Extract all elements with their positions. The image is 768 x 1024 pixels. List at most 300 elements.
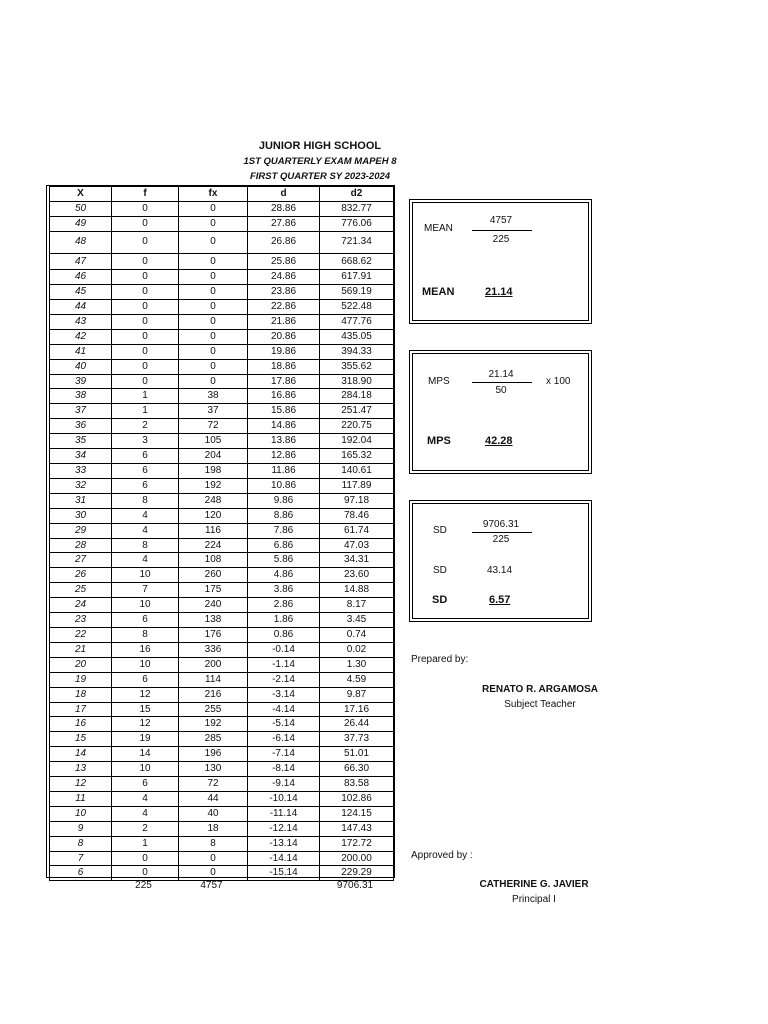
cell-fx: 248	[179, 493, 248, 508]
cell-f: 0	[112, 231, 179, 253]
cell-f: 6	[112, 478, 179, 493]
cell-f: 3	[112, 434, 179, 449]
cell-f: 0	[112, 344, 179, 359]
cell-fx: 40	[179, 806, 248, 821]
cell-x: 35	[50, 434, 112, 449]
cell-fx: 0	[179, 344, 248, 359]
cell-fx: 216	[179, 687, 248, 702]
cell-f: 2	[112, 419, 179, 434]
cell-f: 10	[112, 598, 179, 613]
cell-fx: 0	[179, 329, 248, 344]
cell-d2: 23.60	[320, 568, 394, 583]
table-row	[50, 747, 394, 762]
sd-result-label: SD	[432, 594, 448, 606]
cell-x: 17	[50, 702, 112, 717]
total-fx: 4757	[200, 880, 223, 891]
cell-fx: 0	[179, 300, 248, 315]
table-row	[50, 231, 394, 253]
cell-x: 23	[50, 613, 112, 628]
table-row	[50, 627, 394, 642]
sd-result: 6.57	[489, 594, 511, 606]
cell-d: 0.86	[248, 627, 320, 642]
table-row	[50, 508, 394, 523]
frequency-table	[49, 186, 394, 881]
cell-fx: 260	[179, 568, 248, 583]
table-row	[50, 687, 394, 702]
cell-fx: 0	[179, 359, 248, 374]
mps-result: 42.28	[485, 435, 513, 447]
table-row	[50, 777, 394, 792]
table-body	[50, 201, 394, 880]
cell-fx: 0	[179, 314, 248, 329]
mps-fraction-line	[472, 382, 532, 383]
cell-d2: 172.72	[320, 836, 394, 851]
cell-d2: 0.02	[320, 642, 394, 657]
table-row	[50, 657, 394, 672]
cell-fx: 198	[179, 464, 248, 479]
cell-d: 10.86	[248, 478, 320, 493]
cell-f: 10	[112, 657, 179, 672]
cell-f: 1	[112, 404, 179, 419]
mean-fraction-line	[472, 230, 532, 231]
cell-f: 16	[112, 642, 179, 657]
cell-d: -7.14	[248, 747, 320, 762]
cell-d: 9.86	[248, 493, 320, 508]
cell-f: 0	[112, 851, 179, 866]
cell-f: 6	[112, 449, 179, 464]
table-row	[50, 568, 394, 583]
exam-title: 1ST QUARTERLY EXAM MAPEH 8	[243, 156, 397, 167]
mean-result: 21.14	[485, 286, 513, 298]
table-row	[50, 642, 394, 657]
sd-fraction-line	[472, 532, 532, 533]
mps-label: MPS	[428, 376, 450, 387]
table-row	[50, 523, 394, 538]
cell-x: 27	[50, 553, 112, 568]
cell-x: 26	[50, 568, 112, 583]
approved-by-label: Approved by :	[411, 850, 473, 861]
cell-fx: 0	[179, 374, 248, 389]
cell-d: 25.86	[248, 253, 320, 270]
cell-d: -14.14	[248, 851, 320, 866]
table-row	[50, 672, 394, 687]
cell-d: -13.14	[248, 836, 320, 851]
cell-f: 0	[112, 270, 179, 285]
cell-d: 21.86	[248, 314, 320, 329]
cell-d2: 668.62	[320, 253, 394, 270]
cell-d2: 102.86	[320, 791, 394, 806]
cell-d2: 34.31	[320, 553, 394, 568]
cell-d2: 117.89	[320, 478, 394, 493]
cell-fx: 336	[179, 642, 248, 657]
cell-f: 4	[112, 553, 179, 568]
cell-x: 41	[50, 344, 112, 359]
cell-d2: 165.32	[320, 449, 394, 464]
cell-d2: 17.16	[320, 702, 394, 717]
mean-box	[409, 199, 592, 324]
cell-fx: 116	[179, 523, 248, 538]
cell-d: 4.86	[248, 568, 320, 583]
cell-fx: 240	[179, 598, 248, 613]
cell-d: -8.14	[248, 762, 320, 777]
cell-f: 6	[112, 672, 179, 687]
table-row	[50, 583, 394, 598]
table-row	[50, 419, 394, 434]
cell-f: 0	[112, 329, 179, 344]
cell-f: 15	[112, 702, 179, 717]
prepared-by-title: Subject Teacher	[504, 699, 576, 710]
cell-x: 10	[50, 806, 112, 821]
cell-f: 4	[112, 806, 179, 821]
cell-f: 0	[112, 201, 179, 216]
cell-x: 50	[50, 201, 112, 216]
cell-x: 28	[50, 538, 112, 553]
cell-fx: 200	[179, 657, 248, 672]
cell-x: 34	[50, 449, 112, 464]
cell-f: 4	[112, 791, 179, 806]
cell-f: 12	[112, 717, 179, 732]
cell-f: 6	[112, 777, 179, 792]
table-row	[50, 285, 394, 300]
cell-fx: 0	[179, 201, 248, 216]
mps-denominator: 50	[495, 385, 507, 396]
table-row	[50, 434, 394, 449]
cell-fx: 72	[179, 419, 248, 434]
cell-fx: 192	[179, 717, 248, 732]
cell-x: 29	[50, 523, 112, 538]
table-row	[50, 613, 394, 628]
cell-d2: 832.77	[320, 201, 394, 216]
cell-fx: 72	[179, 777, 248, 792]
cell-fx: 204	[179, 449, 248, 464]
cell-fx: 18	[179, 821, 248, 836]
cell-x: 21	[50, 642, 112, 657]
cell-d2: 3.45	[320, 613, 394, 628]
cell-x: 8	[50, 836, 112, 851]
cell-d2: 200.00	[320, 851, 394, 866]
cell-fx: 224	[179, 538, 248, 553]
cell-x: 24	[50, 598, 112, 613]
table-row	[50, 464, 394, 479]
prepared-by-label: Prepared by:	[411, 654, 469, 665]
table-row	[50, 866, 394, 881]
cell-d: -15.14	[248, 866, 320, 881]
cell-fx: 192	[179, 478, 248, 493]
cell-x: 16	[50, 717, 112, 732]
sd-sqrt-value: 43.14	[487, 565, 513, 576]
cell-fx: 0	[179, 216, 248, 231]
cell-d2: 66.30	[320, 762, 394, 777]
table-row	[50, 344, 394, 359]
cell-x: 25	[50, 583, 112, 598]
table-row	[50, 374, 394, 389]
mps-multiplier: x 100	[546, 376, 571, 387]
table-row	[50, 389, 394, 404]
cell-fx: 176	[179, 627, 248, 642]
table-row	[50, 314, 394, 329]
cell-d2: 8.17	[320, 598, 394, 613]
cell-f: 0	[112, 374, 179, 389]
cell-d: 20.86	[248, 329, 320, 344]
cell-x: 15	[50, 732, 112, 747]
cell-fx: 8	[179, 836, 248, 851]
approved-by-name: CATHERINE G. JAVIER	[479, 879, 589, 890]
quarter-title: FIRST QUARTER SY 2023-2024	[249, 171, 391, 182]
cell-fx: 0	[179, 851, 248, 866]
cell-f: 19	[112, 732, 179, 747]
cell-d: 28.86	[248, 201, 320, 216]
cell-fx: 285	[179, 732, 248, 747]
cell-d2: 124.15	[320, 806, 394, 821]
cell-d2: 192.04	[320, 434, 394, 449]
cell-f: 4	[112, 523, 179, 538]
table-row	[50, 836, 394, 851]
cell-d2: 318.90	[320, 374, 394, 389]
cell-d2: 0.74	[320, 627, 394, 642]
cell-f: 2	[112, 821, 179, 836]
mean-denominator: 225	[492, 234, 510, 245]
cell-x: 48	[50, 231, 112, 253]
cell-fx: 114	[179, 672, 248, 687]
cell-d: 17.86	[248, 374, 320, 389]
column-header-f: f	[112, 187, 179, 202]
cell-f: 12	[112, 687, 179, 702]
cell-d: -6.14	[248, 732, 320, 747]
cell-d: -12.14	[248, 821, 320, 836]
cell-d: 7.86	[248, 523, 320, 538]
cell-x: 32	[50, 478, 112, 493]
table-row	[50, 821, 394, 836]
table-row	[50, 538, 394, 553]
cell-x: 47	[50, 253, 112, 270]
cell-d2: 9.87	[320, 687, 394, 702]
cell-d2: 251.47	[320, 404, 394, 419]
sd-numerator: 9706.31	[482, 519, 520, 530]
table-row	[50, 216, 394, 231]
table-row	[50, 702, 394, 717]
cell-x: 49	[50, 216, 112, 231]
cell-d: 19.86	[248, 344, 320, 359]
cell-fx: 0	[179, 231, 248, 253]
cell-f: 7	[112, 583, 179, 598]
cell-d: 8.86	[248, 508, 320, 523]
cell-x: 44	[50, 300, 112, 315]
table-row	[50, 717, 394, 732]
cell-x: 45	[50, 285, 112, 300]
cell-x: 6	[50, 866, 112, 881]
total-f: 225	[135, 880, 152, 891]
cell-d2: 617.91	[320, 270, 394, 285]
column-header-d: d	[248, 187, 320, 202]
cell-d: 3.86	[248, 583, 320, 598]
cell-x: 9	[50, 821, 112, 836]
cell-fx: 0	[179, 253, 248, 270]
mean-label: MEAN	[424, 223, 453, 234]
table-row	[50, 478, 394, 493]
cell-d: 5.86	[248, 553, 320, 568]
cell-d2: 229.29	[320, 866, 394, 881]
cell-x: 11	[50, 791, 112, 806]
cell-fx: 175	[179, 583, 248, 598]
cell-d: -5.14	[248, 717, 320, 732]
cell-d2: 355.62	[320, 359, 394, 374]
sd-box	[409, 500, 592, 622]
cell-x: 31	[50, 493, 112, 508]
cell-x: 30	[50, 508, 112, 523]
cell-d: 13.86	[248, 434, 320, 449]
cell-x: 12	[50, 777, 112, 792]
prepared-by-name: RENATO R. ARGAMOSA	[482, 684, 598, 695]
cell-d: 22.86	[248, 300, 320, 315]
cell-f: 0	[112, 216, 179, 231]
table-row	[50, 449, 394, 464]
cell-d: 11.86	[248, 464, 320, 479]
cell-d: 15.86	[248, 404, 320, 419]
cell-d: 12.86	[248, 449, 320, 464]
cell-fx: 108	[179, 553, 248, 568]
cell-d: 1.86	[248, 613, 320, 628]
cell-x: 43	[50, 314, 112, 329]
cell-fx: 0	[179, 866, 248, 881]
cell-fx: 255	[179, 702, 248, 717]
cell-x: 42	[50, 329, 112, 344]
cell-f: 0	[112, 314, 179, 329]
cell-d: -1.14	[248, 657, 320, 672]
cell-d: 24.86	[248, 270, 320, 285]
mps-box	[409, 350, 592, 474]
cell-d: 6.86	[248, 538, 320, 553]
cell-x: 37	[50, 404, 112, 419]
cell-f: 8	[112, 493, 179, 508]
cell-x: 36	[50, 419, 112, 434]
totals-row	[48, 880, 392, 894]
cell-f: 10	[112, 762, 179, 777]
cell-f: 1	[112, 836, 179, 851]
cell-d: 14.86	[248, 419, 320, 434]
frequency-table-frame	[46, 185, 395, 878]
table-row	[50, 270, 394, 285]
cell-x: 18	[50, 687, 112, 702]
sd-sqrt-label: SD	[433, 565, 447, 576]
cell-d: -10.14	[248, 791, 320, 806]
cell-x: 40	[50, 359, 112, 374]
cell-f: 0	[112, 300, 179, 315]
cell-d2: 78.46	[320, 508, 394, 523]
cell-d2: 14.88	[320, 583, 394, 598]
cell-d: -9.14	[248, 777, 320, 792]
cell-fx: 130	[179, 762, 248, 777]
cell-f: 0	[112, 866, 179, 881]
cell-d: -11.14	[248, 806, 320, 821]
cell-f: 8	[112, 627, 179, 642]
column-header-fx: fx	[179, 187, 248, 202]
cell-fx: 138	[179, 613, 248, 628]
cell-d2: 97.18	[320, 493, 394, 508]
cell-d: 26.86	[248, 231, 320, 253]
cell-fx: 196	[179, 747, 248, 762]
cell-d2: 776.06	[320, 216, 394, 231]
cell-d2: 4.59	[320, 672, 394, 687]
cell-x: 7	[50, 851, 112, 866]
cell-d2: 394.33	[320, 344, 394, 359]
cell-f: 6	[112, 613, 179, 628]
cell-d: -0.14	[248, 642, 320, 657]
total-d2: 9706.31	[336, 880, 374, 891]
cell-f: 0	[112, 285, 179, 300]
cell-d: 16.86	[248, 389, 320, 404]
cell-d: -2.14	[248, 672, 320, 687]
cell-d2: 51.01	[320, 747, 394, 762]
table-row	[50, 201, 394, 216]
cell-f: 6	[112, 464, 179, 479]
cell-x: 33	[50, 464, 112, 479]
cell-x: 46	[50, 270, 112, 285]
cell-x: 13	[50, 762, 112, 777]
sd-label: SD	[433, 525, 447, 536]
cell-f: 0	[112, 359, 179, 374]
table-row	[50, 300, 394, 315]
cell-d2: 83.58	[320, 777, 394, 792]
cell-d2: 522.48	[320, 300, 394, 315]
cell-f: 8	[112, 538, 179, 553]
cell-fx: 105	[179, 434, 248, 449]
cell-f: 14	[112, 747, 179, 762]
mps-result-label: MPS	[427, 435, 451, 447]
cell-d: 2.86	[248, 598, 320, 613]
cell-d: 27.86	[248, 216, 320, 231]
cell-d2: 1.30	[320, 657, 394, 672]
cell-d: 18.86	[248, 359, 320, 374]
table-row	[50, 404, 394, 419]
sd-denominator: 225	[492, 534, 510, 545]
table-row	[50, 359, 394, 374]
cell-d2: 435.05	[320, 329, 394, 344]
cell-d2: 26.44	[320, 717, 394, 732]
cell-d2: 721.34	[320, 231, 394, 253]
cell-d2: 220.75	[320, 419, 394, 434]
table-row	[50, 493, 394, 508]
mean-numerator: 4757	[489, 215, 513, 226]
table-row	[50, 253, 394, 270]
mean-result-label: MEAN	[422, 286, 455, 298]
cell-fx: 38	[179, 389, 248, 404]
cell-x: 22	[50, 627, 112, 642]
cell-f: 4	[112, 508, 179, 523]
school-title: JUNIOR HIGH SCHOOL	[258, 140, 382, 152]
cell-x: 14	[50, 747, 112, 762]
mps-numerator: 21.14	[488, 369, 514, 380]
table-row	[50, 553, 394, 568]
table-row	[50, 732, 394, 747]
cell-d2: 61.74	[320, 523, 394, 538]
table-row	[50, 329, 394, 344]
cell-d2: 37.73	[320, 732, 394, 747]
cell-fx: 37	[179, 404, 248, 419]
cell-x: 38	[50, 389, 112, 404]
cell-x: 20	[50, 657, 112, 672]
approved-by-title: Principal I	[512, 894, 556, 905]
table-row	[50, 598, 394, 613]
cell-x: 39	[50, 374, 112, 389]
table-row	[50, 762, 394, 777]
cell-d2: 140.61	[320, 464, 394, 479]
table-row	[50, 791, 394, 806]
column-header-d2: d2	[320, 187, 394, 202]
cell-d: -4.14	[248, 702, 320, 717]
cell-f: 1	[112, 389, 179, 404]
cell-d2: 47.03	[320, 538, 394, 553]
table-row	[50, 851, 394, 866]
